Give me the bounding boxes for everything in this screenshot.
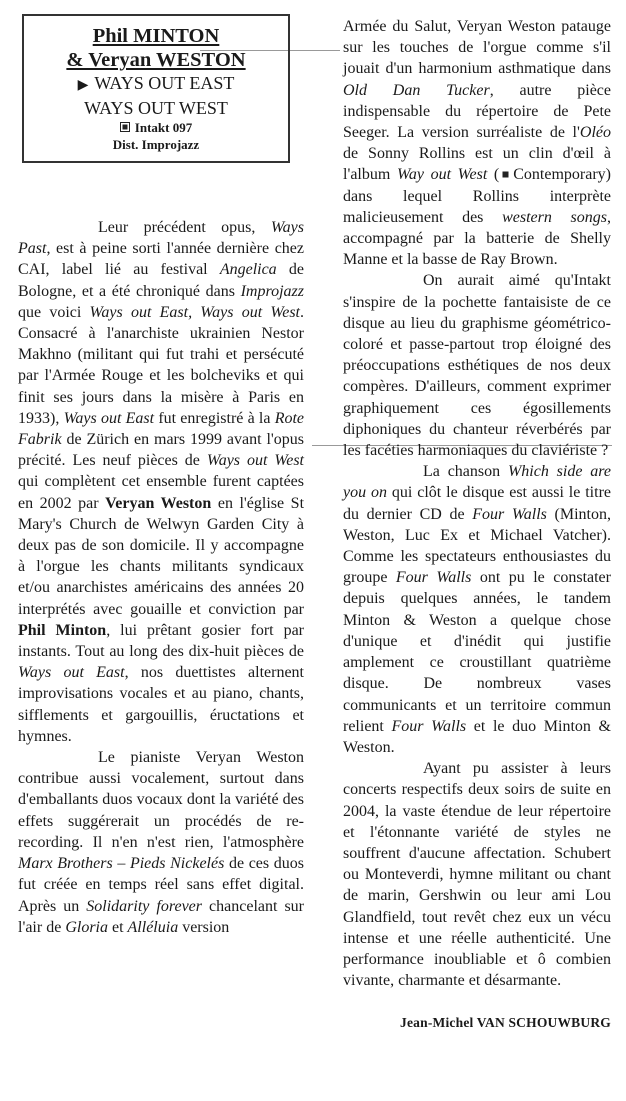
right-paragraph-2: On aurait aimé qu'Intakt s'inspire de la pochette fantaisiste de ce disque au lieu du graphisme géométrico-coloré et passe-partout trop éloigné des préoccupations esthétiques de nos deux compères. D'ailleurs, comment exprimer graphiquement ces égosillements diphoniques du chanteur réverbérés par les facéties harmoniaques du claviériste ? — [343, 272, 611, 460]
title-ref: Marx Brothers – Pieds Nickelés — [18, 855, 225, 873]
label-text: Intakt 097 — [134, 120, 193, 135]
title-ref: Alléluia — [127, 918, 179, 936]
text-run: Leur précédent opus, — [98, 219, 271, 236]
text-run: de Sonny Rollins est un clin d'œil à l'album — [343, 145, 611, 184]
title-ref: Ways Past — [18, 219, 304, 258]
text-run: que voici — [18, 303, 90, 321]
right-column — [343, 16, 611, 1031]
text-run: , lui prêtant gosier fort par instants. Tout au long des dix-huit pièces de — [18, 621, 304, 661]
title-ref: Which side are you on — [343, 463, 611, 502]
text-run: fut enregistré à la — [154, 409, 275, 427]
text-run: chancelant sur l'air de — [18, 897, 305, 936]
left-paragraph-2 — [18, 747, 304, 938]
text-run: (Minton, Weston, Luc Ex et Michael Vatcher). Comme les spectateurs enthousiastes du groupe — [343, 505, 611, 587]
album-header-box — [22, 14, 290, 163]
title-ref: Four Walls — [472, 505, 547, 523]
title-ref: western songs — [502, 208, 607, 226]
title-ref: Old Dan Tucker — [343, 81, 490, 99]
text-run: . Consacré à l'anarchiste ukrainien Nestor Makhno (militant qui fut trahi et persécuté par l'Armée Rouge et les bolcheviks et qui finit ses jours dans la misère à Paris en 1933), — [18, 303, 305, 427]
text-run: qui complètent cet ensemble furent captées en 2002 par — [18, 473, 304, 512]
title-ref: Angelica — [219, 261, 277, 279]
artist-name-1: Phil MINTON — [92, 25, 220, 47]
cd-square-icon — [120, 122, 130, 132]
text-run: en l'église St Mary's Church de Welwyn Garden City à deux pas de son domicile. Il y accompagne à l'orgue les chants militants syndicaux et/ou anarchistes américains des années 20 interprétés avec gouaille et conviction par — [18, 494, 305, 618]
text-run: Le pianiste Veryan Weston contribue aussi vocalement, surtout dans d'emballants duos vocaux dont la variété des effets suggérerait un procédés de re-recording. Il n'en n'est rien, l'atmosphère — [18, 749, 304, 851]
text-run: de Bologne, et a été chroniqué dans — [18, 261, 304, 300]
text-run: , est à peine sorti l'année dernière chez CAI, label lié au festival — [18, 240, 304, 279]
label-line — [30, 119, 282, 136]
artist-ref: Veryan Weston — [105, 494, 212, 512]
title-ref: Four Walls — [395, 569, 472, 587]
left-paragraph-1 — [18, 217, 304, 747]
text-run: Armée du Salut, Veryan Weston patauge sur les touches de l'orgue comme s'il jouait d'un harmonium asthmatique dans — [343, 18, 611, 78]
album-title-1-text: WAYS OUT EAST — [94, 73, 235, 93]
title-ref: Ways out East, Ways out West — [89, 303, 301, 321]
title-ref: Improjazz — [240, 282, 304, 300]
text-run: , accompagné par la batterie de Shelly Manne et la basse de Ray Brown. — [343, 208, 611, 269]
text-run: ont pu le constater depuis quelques années, le tandem Minton & Weston a quelque chose d'unique et d'inédit qui justifie amplement ce croustillant quatrième disque. De nombreux vases communicants et un territoire commun relient — [343, 569, 611, 735]
title-ref: Oléo — [579, 124, 611, 142]
title-ref: Rote Fabrik — [18, 409, 305, 449]
text-run: et — [107, 918, 128, 936]
text-run: La chanson — [423, 463, 508, 481]
title-ref: Way out West — [396, 166, 488, 184]
title-ref: Solidarity forever — [86, 897, 203, 915]
text-run: qui clôt le disque est aussi le titre du dernier CD de — [343, 484, 611, 523]
artist-name-2: & Veryan WESTON — [66, 49, 246, 71]
title-ref: Ways out West — [206, 452, 304, 470]
text-run: et le duo Minton & Weston. — [343, 717, 611, 756]
album-title-1 — [30, 72, 282, 97]
right-paragraph-1 — [343, 16, 611, 270]
text-run: , nos duettistes alternent improvisations vocales et au piano, chants, sifflements et gargouillis, éructations et hymnes. — [18, 664, 304, 745]
artist-ref: Phil Minton — [18, 621, 107, 639]
text-run: , autre pièce indispensable du répertoire de Pete Seeger. La version surréaliste de l' — [343, 81, 611, 142]
text-run: de ces duos fut créée en temps réel sans effet digital. Après un — [18, 855, 304, 915]
text-run: ( — [487, 166, 500, 184]
title-ref: Four Walls — [391, 717, 467, 735]
left-column — [18, 14, 304, 938]
title-ref: Ways out East — [63, 409, 155, 427]
play-arrow-icon: ▶ — [77, 78, 89, 93]
text-run: Contemporary) dans lequel Rollins interprète malicieusement des — [343, 166, 611, 226]
cd-square-icon — [501, 170, 510, 179]
distribution-line: Dist. Improjazz — [112, 137, 200, 152]
album-title-2: WAYS OUT WEST — [84, 98, 228, 118]
text-run: de Zürich en mars 1999 avant l'opus précité. Les neuf pièces de — [18, 431, 304, 470]
title-ref: Ways out East — [18, 664, 125, 682]
title-ref: Gloria — [65, 918, 108, 936]
right-paragraph-3 — [343, 461, 611, 758]
right-paragraph-4: Ayant pu assister à leurs concerts respectifs deux soirs de suite en 2004, la vaste étendue de leur répertoire et l'étonnante variété de styles ne souffrent d'aucune affectation. Schubert ou Monteverdi, hymne militant ou chant de marin, Gershwin ou leur ami Lou Glandfield, tout revêt chez eux un vécu intense et une réelle authenticité. Une performance inoubliable et ô combien vivante, charmante et désarmante. — [343, 760, 611, 990]
author-signature: Jean-Michel VAN SCHOUWBURG — [400, 1015, 611, 1031]
text-run: version — [178, 918, 230, 936]
